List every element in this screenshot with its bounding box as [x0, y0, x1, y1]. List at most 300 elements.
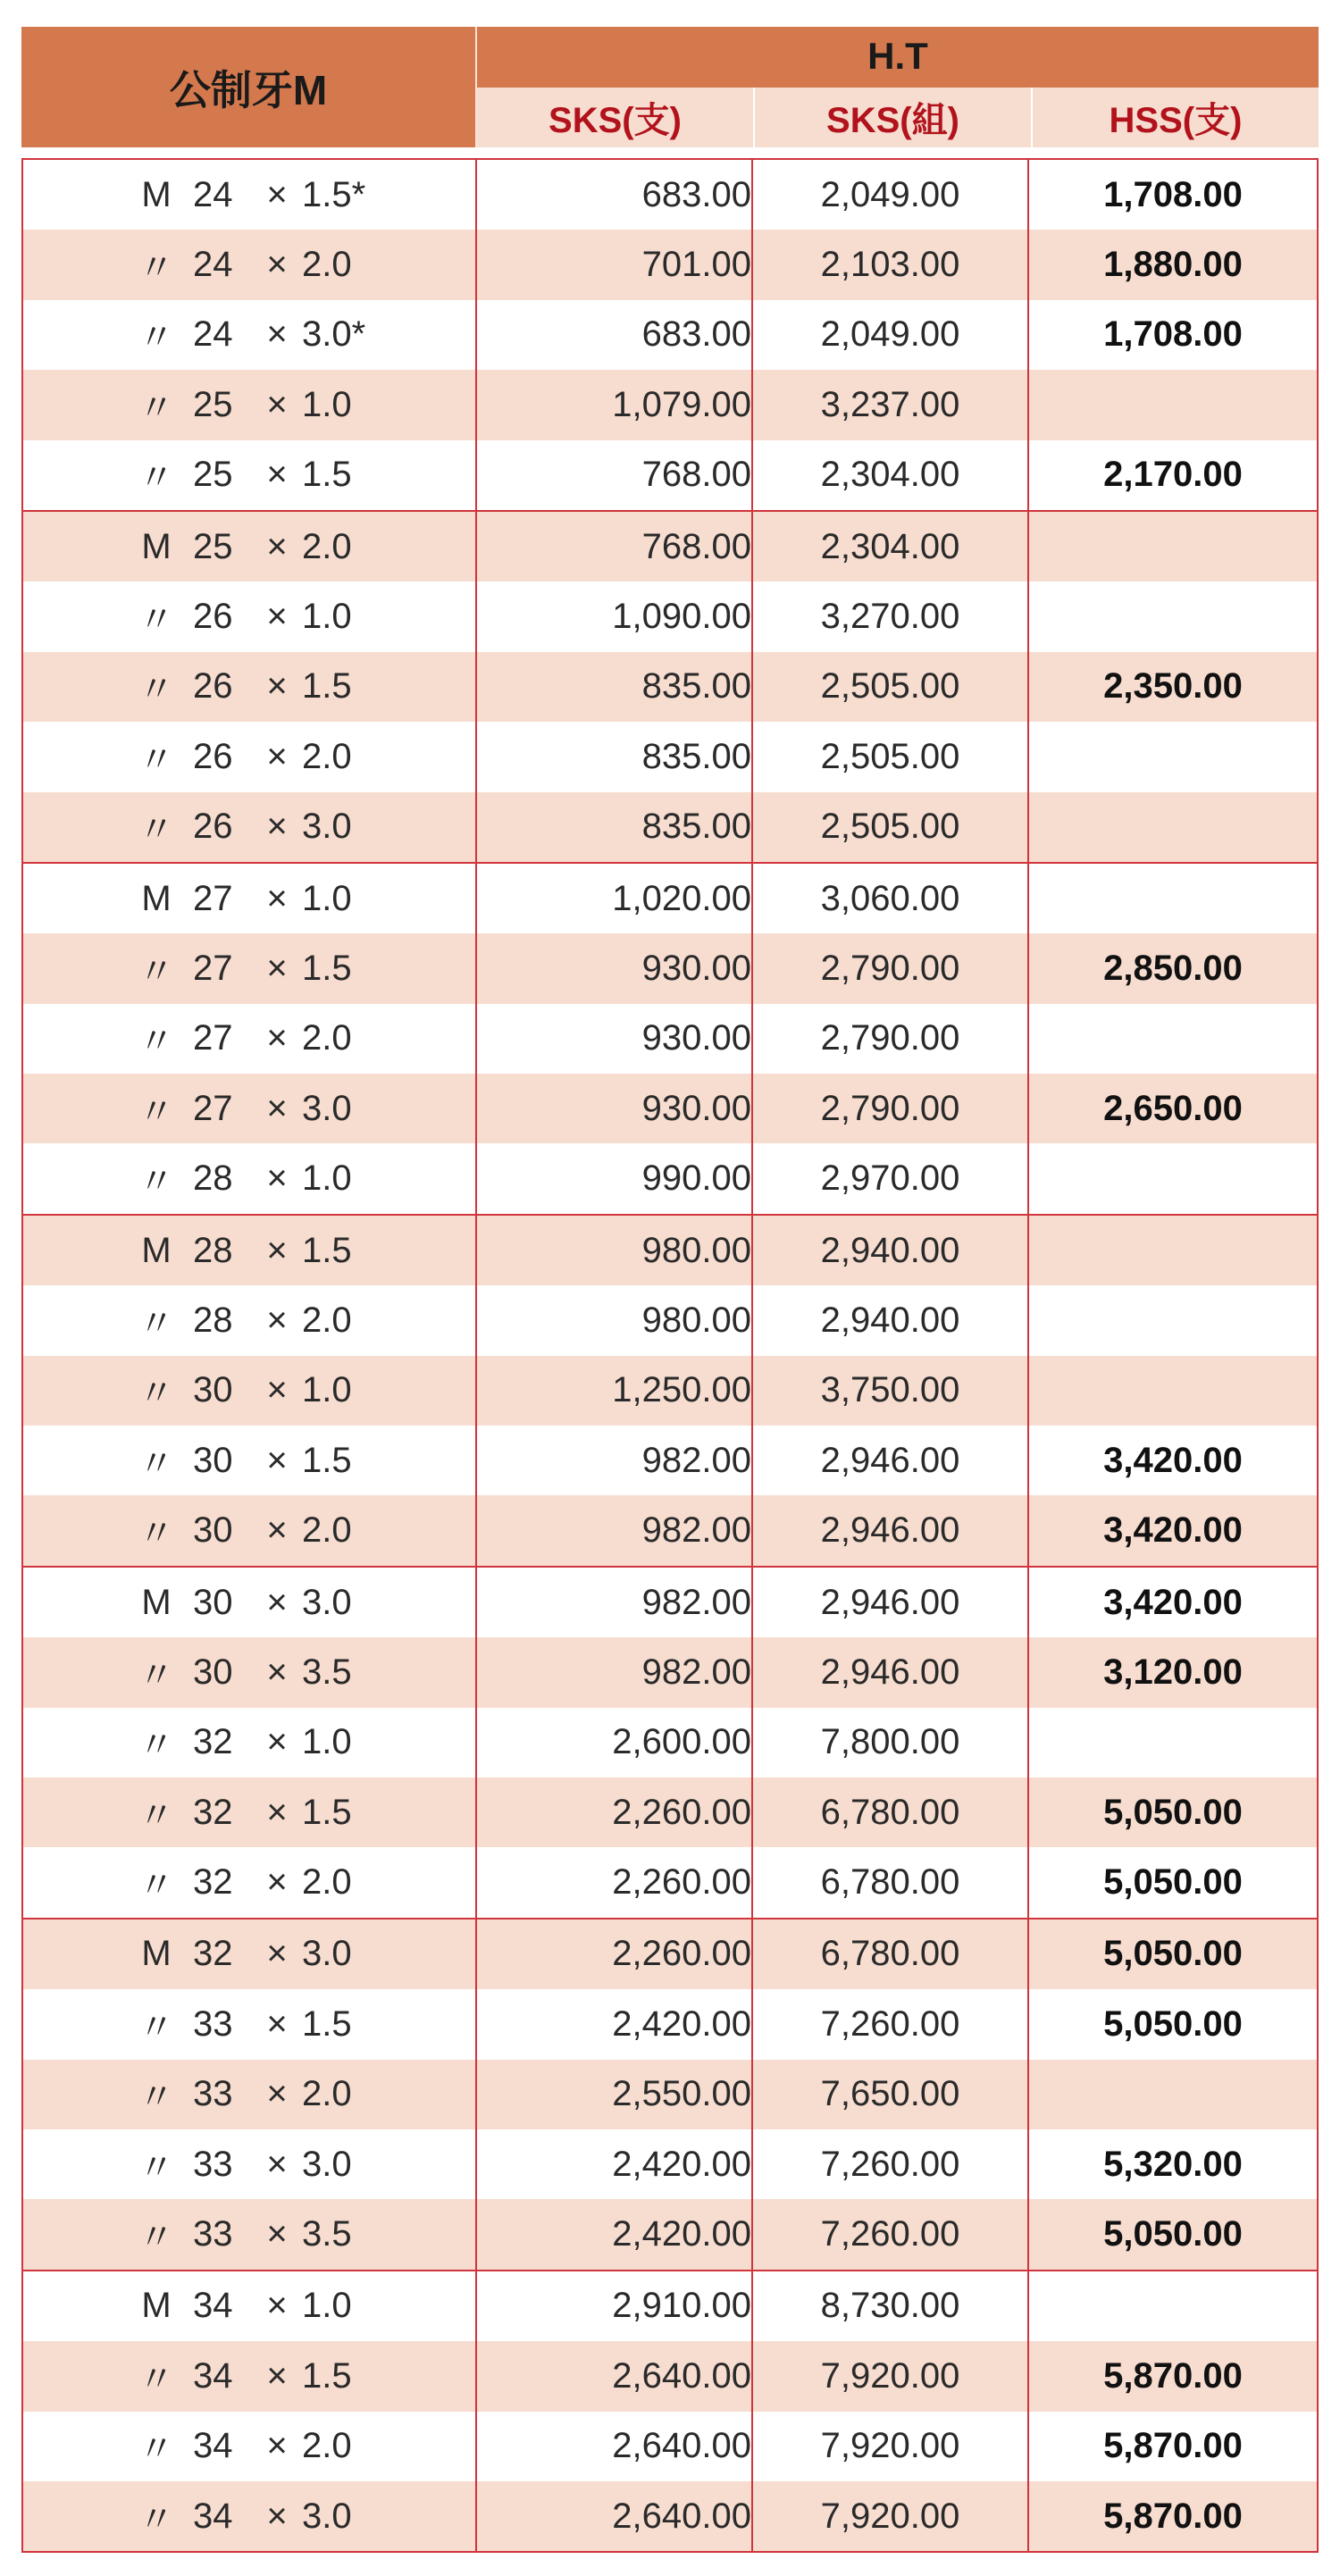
spec-prefix: M [141, 2286, 172, 2326]
spec-diameter: 28 [193, 1158, 233, 1199]
sks-set-price: 2,940.00 [753, 1216, 1029, 1285]
spec-times-sign: × [266, 666, 288, 707]
hss-single-price: 3,420.00 [1103, 1440, 1243, 1480]
spec-pitch: 1.0 [302, 1158, 352, 1199]
sks-single-price-cell [477, 1919, 753, 1989]
spec-times-sign: × [266, 526, 288, 566]
sks-single-price-cell [477, 1426, 753, 1495]
table-row [23, 2270, 1317, 2341]
sks-single-price: 1,020.00 [612, 878, 751, 918]
sks-single-price: 701.00 [641, 245, 751, 285]
sks-single-price: 930.00 [641, 1088, 751, 1128]
sks-single-price-cell [477, 1074, 753, 1143]
table-row [23, 792, 1317, 862]
sks-single-price: 2,550.00 [612, 2074, 751, 2114]
sks-single-price: 2,260.00 [612, 1862, 751, 1903]
spec-pitch: 2.0 [302, 736, 352, 776]
table-row [23, 2341, 1317, 2411]
hss-single-price [1029, 2060, 1317, 2129]
spec-pitch: 2.0 [302, 1018, 352, 1058]
spec-times-sign: × [266, 2426, 288, 2466]
sks-single-price: 2,260.00 [612, 1792, 751, 1832]
sks-single-price-cell [477, 1356, 753, 1426]
spec-prefix: 〃 [138, 1091, 174, 1132]
sks-set-price: 7,260.00 [753, 1989, 1029, 2059]
sks-single-price: 683.00 [641, 314, 751, 355]
spec-pitch: 3.0* [302, 314, 366, 355]
hss-single-price: 2,650.00 [1103, 1088, 1243, 1128]
spec-cell [23, 1285, 477, 1355]
hss-single-price: 1,708.00 [1103, 314, 1243, 355]
spec-pitch: 3.0 [302, 807, 352, 847]
sks-single-price: 982.00 [641, 1510, 751, 1551]
sks-single-price-cell [477, 230, 753, 299]
spec-times-sign: × [266, 2355, 288, 2396]
table-row [23, 1214, 1317, 1285]
sks-single-price: 1,079.00 [612, 384, 751, 424]
spec-times-sign: × [266, 2003, 288, 2044]
sks-single-price-cell [477, 864, 753, 933]
spec-pitch: 3.0 [302, 2144, 352, 2184]
sks-single-price-cell [477, 1637, 753, 1707]
spec-pitch: 3.5 [302, 2214, 352, 2254]
spec-cell [23, 1777, 477, 1847]
sks-single-price-cell [477, 2341, 753, 2411]
hss-single-price: 3,420.00 [1103, 1510, 1243, 1551]
sks-single-price: 2,640.00 [612, 2496, 751, 2536]
sks-single-price-cell [477, 300, 753, 370]
sks-single-price-cell [477, 160, 753, 230]
spec-pitch: 1.5 [302, 666, 352, 707]
spec-cell [23, 1004, 477, 1074]
spec-diameter: 27 [193, 1018, 233, 1058]
hss-single-price: 5,050.00 [1103, 2003, 1243, 2044]
sks-set-price: 7,260.00 [753, 2129, 1029, 2199]
hss-single-price: 2,170.00 [1103, 455, 1243, 495]
spec-diameter: 25 [193, 384, 233, 424]
hss-single-price [1029, 2271, 1317, 2341]
spec-diameter: 27 [193, 1088, 233, 1128]
spec-times-sign: × [266, 1652, 288, 1692]
spec-prefix: 〃 [138, 1514, 174, 1554]
spec-pitch: 1.5 [302, 2355, 352, 2396]
spec-diameter: 26 [193, 807, 233, 847]
spec-pitch: 2.0 [302, 1862, 352, 1903]
spec-pitch: 2.0 [302, 1510, 352, 1551]
spec-prefix: M [141, 174, 172, 214]
spec-diameter: 24 [193, 314, 233, 355]
sks-set-price: 7,920.00 [753, 2412, 1029, 2481]
table-row [23, 300, 1317, 370]
spec-pitch: 1.5 [302, 1440, 352, 1480]
spec-prefix: 〃 [138, 1443, 174, 1484]
sks-single-price: 768.00 [641, 526, 751, 566]
sks-single-price-cell [477, 933, 753, 1003]
sks-single-price-cell [477, 440, 753, 510]
sks-single-price: 1,250.00 [612, 1370, 751, 1410]
table-row [23, 722, 1317, 791]
hss-single-price: 3,120.00 [1103, 1652, 1243, 1692]
table-body [21, 158, 1319, 2553]
spec-cell [23, 160, 477, 230]
table-row [23, 1777, 1317, 1847]
sks-single-price: 2,420.00 [612, 2003, 751, 2044]
sks-set-price: 3,750.00 [753, 1356, 1029, 1426]
spec-diameter: 30 [193, 1652, 233, 1692]
spec-cell [23, 722, 477, 791]
spec-diameter: 25 [193, 455, 233, 495]
spec-prefix: 〃 [138, 1374, 174, 1414]
sks-single-price-cell [477, 2412, 753, 2481]
sks-set-price: 7,920.00 [753, 2341, 1029, 2411]
sks-single-price-cell [477, 2271, 753, 2341]
spec-pitch: 2.0 [302, 1300, 352, 1340]
table-row [23, 1847, 1317, 1917]
sks-set-price: 3,060.00 [753, 864, 1029, 933]
sks-single-price-cell [477, 1285, 753, 1355]
spec-times-sign: × [266, 245, 288, 285]
sks-single-price-cell [477, 722, 753, 791]
spec-prefix: 〃 [138, 2499, 174, 2539]
spec-times-sign: × [266, 1230, 288, 1270]
price-table [21, 27, 1319, 2553]
hss-single-price [1029, 864, 1317, 933]
spec-diameter: 32 [193, 1934, 233, 1974]
sks-single-price-cell [477, 2199, 753, 2269]
sks-set-price: 6,780.00 [753, 1919, 1029, 1989]
hss-single-price [1029, 1356, 1317, 1426]
hss-single-price: 3,420.00 [1103, 1582, 1243, 1622]
table-row [23, 862, 1317, 933]
sks-single-price-cell [477, 1004, 753, 1074]
spec-pitch: 1.5 [302, 948, 352, 988]
spec-times-sign: × [266, 597, 288, 637]
spec-cell [23, 2481, 477, 2551]
spec-diameter: 30 [193, 1440, 233, 1480]
spec-pitch: 1.0 [302, 1370, 352, 1410]
spec-diameter: 30 [193, 1370, 233, 1410]
sks-single-price-cell [477, 1708, 753, 1777]
hss-single-price: 5,050.00 [1103, 1792, 1243, 1832]
table-row [23, 1708, 1317, 1777]
spec-times-sign: × [266, 455, 288, 495]
sks-single-price-cell [477, 1568, 753, 1637]
spec-prefix: 〃 [138, 2218, 174, 2258]
group-header: H.T [867, 35, 928, 77]
hss-single-price [1029, 722, 1317, 791]
sks-set-price: 3,237.00 [753, 370, 1029, 439]
spec-pitch: 1.5 [302, 1792, 352, 1832]
sks-set-price: 2,790.00 [753, 1004, 1029, 1074]
hss-single-price [1029, 370, 1317, 439]
spec-diameter: 34 [193, 2355, 233, 2396]
spec-prefix: 〃 [138, 318, 174, 358]
spec-cell [23, 581, 477, 651]
spec-cell [23, 1074, 477, 1143]
table-row [23, 1495, 1317, 1565]
spec-cell [23, 230, 477, 299]
table-row [23, 1143, 1317, 1213]
spec-times-sign: × [266, 384, 288, 424]
hss-single-price: 5,050.00 [1103, 1862, 1243, 1903]
spec-cell [23, 2129, 477, 2199]
table-row [23, 2199, 1317, 2269]
table-row [23, 2481, 1317, 2551]
spec-prefix: M [141, 526, 172, 566]
sks-set-price: 2,946.00 [753, 1637, 1029, 1707]
sks-single-price: 2,910.00 [612, 2286, 751, 2326]
spec-cell [23, 1637, 477, 1707]
column-header-sks-single: SKS(支) [477, 88, 755, 147]
spec-diameter: 30 [193, 1510, 233, 1551]
spec-diameter: 27 [193, 878, 233, 918]
hss-single-price: 5,870.00 [1103, 2496, 1243, 2536]
spec-cell [23, 1143, 477, 1213]
hss-single-price [1029, 792, 1317, 862]
spec-cell [23, 1989, 477, 2059]
sks-set-price: 2,505.00 [753, 722, 1029, 791]
sks-single-price: 930.00 [641, 948, 751, 988]
spec-cell [23, 864, 477, 933]
spec-times-sign: × [266, 736, 288, 776]
spec-pitch: 2.0 [302, 526, 352, 566]
sks-single-price: 683.00 [641, 174, 751, 214]
spec-cell [23, 2199, 477, 2269]
spec-diameter: 28 [193, 1230, 233, 1270]
table-row [23, 440, 1317, 510]
spec-times-sign: × [266, 1370, 288, 1410]
hss-single-price [1029, 512, 1317, 581]
spec-prefix: 〃 [138, 2007, 174, 2047]
spec-times-sign: × [266, 1792, 288, 1832]
spec-times-sign: × [266, 1862, 288, 1903]
spec-prefix: 〃 [138, 248, 174, 289]
spec-times-sign: × [266, 314, 288, 355]
sks-single-price-cell [477, 792, 753, 862]
table-row [23, 1989, 1317, 2059]
sks-set-price: 7,650.00 [753, 2060, 1029, 2129]
spec-cell [23, 2412, 477, 2481]
table-header [21, 27, 1319, 147]
spec-times-sign: × [266, 948, 288, 988]
sks-set-price: 6,780.00 [753, 1847, 1029, 1917]
table-row [23, 2060, 1317, 2129]
hss-single-price: 5,870.00 [1103, 2355, 1243, 2396]
spec-prefix: M [141, 878, 172, 918]
spec-prefix: 〃 [138, 1726, 174, 1766]
spec-pitch: 2.0 [302, 2074, 352, 2114]
spec-times-sign: × [266, 807, 288, 847]
table-row [23, 581, 1317, 651]
hss-single-price: 5,320.00 [1103, 2144, 1243, 2184]
spec-prefix: 〃 [138, 1303, 174, 1343]
spec-cell [23, 2271, 477, 2341]
spec-pitch: 2.0 [302, 245, 352, 285]
sks-set-price: 7,800.00 [753, 1708, 1029, 1777]
sks-single-price: 2,640.00 [612, 2355, 751, 2396]
spec-cell [23, 1847, 477, 1917]
spec-cell [23, 652, 477, 722]
spec-times-sign: × [266, 2496, 288, 2536]
spec-times-sign: × [266, 2286, 288, 2326]
spec-pitch: 3.0 [302, 2496, 352, 2536]
table-row [23, 2412, 1317, 2481]
spec-times-sign: × [266, 1158, 288, 1199]
sks-set-price: 2,103.00 [753, 230, 1029, 299]
spec-prefix: 〃 [138, 810, 174, 850]
sks-set-price: 2,790.00 [753, 1074, 1029, 1143]
sks-set-price: 2,505.00 [753, 652, 1029, 722]
spec-diameter: 34 [193, 2426, 233, 2466]
sks-single-price: 2,420.00 [612, 2144, 751, 2184]
spec-prefix: 〃 [138, 2359, 174, 2399]
spec-times-sign: × [266, 1934, 288, 1974]
spec-times-sign: × [266, 1300, 288, 1340]
spec-pitch: 3.0 [302, 1088, 352, 1128]
hss-single-price: 5,050.00 [1103, 1934, 1243, 1974]
spec-cell [23, 1919, 477, 1989]
spec-pitch: 1.0 [302, 878, 352, 918]
spec-pitch: 1.5 [302, 2003, 352, 2044]
spec-diameter: 27 [193, 948, 233, 988]
table-row [23, 1918, 1317, 1989]
spec-prefix: 〃 [138, 1162, 174, 1202]
spec-cell [23, 440, 477, 510]
hss-single-price: 5,870.00 [1103, 2426, 1243, 2466]
spec-diameter: 24 [193, 174, 233, 214]
table-row [23, 2129, 1317, 2199]
spec-prefix: 〃 [138, 1866, 174, 1906]
spec-prefix: M [141, 1934, 172, 1974]
spec-pitch: 1.0 [302, 1722, 352, 1762]
spec-pitch: 1.0 [302, 597, 352, 637]
sks-single-price: 982.00 [641, 1582, 751, 1622]
table-row [23, 1637, 1317, 1707]
spec-diameter: 33 [193, 2214, 233, 2254]
spec-cell [23, 792, 477, 862]
sks-single-price: 990.00 [641, 1158, 751, 1199]
spec-cell [23, 1356, 477, 1426]
spec-prefix: 〃 [138, 2078, 174, 2118]
column-header-sks-set: SKS(組) [755, 88, 1033, 147]
spec-times-sign: × [266, 174, 288, 214]
sks-single-price: 930.00 [641, 1018, 751, 1058]
sks-single-price-cell [477, 1495, 753, 1565]
spec-prefix: 〃 [138, 951, 174, 991]
sks-single-price-cell [477, 1143, 753, 1213]
sks-set-price: 2,049.00 [753, 300, 1029, 370]
hss-single-price: 2,350.00 [1103, 666, 1243, 707]
spec-diameter: 28 [193, 1300, 233, 1340]
sks-set-price: 3,270.00 [753, 581, 1029, 651]
sks-set-price: 2,790.00 [753, 933, 1029, 1003]
sks-set-price: 2,946.00 [753, 1495, 1029, 1565]
spec-prefix: 〃 [138, 388, 174, 428]
hss-single-price [1029, 581, 1317, 651]
table-row [23, 1285, 1317, 1355]
hss-single-price: 2,850.00 [1103, 948, 1243, 988]
spec-diameter: 30 [193, 1582, 233, 1622]
hss-single-price [1029, 1708, 1317, 1777]
sks-set-price: 7,260.00 [753, 2199, 1029, 2269]
table-row [23, 652, 1317, 722]
sks-single-price: 835.00 [641, 666, 751, 707]
table-row [23, 230, 1317, 299]
spec-cell [23, 1568, 477, 1637]
sks-single-price-cell [477, 1847, 753, 1917]
spec-times-sign: × [266, 1510, 288, 1551]
sks-single-price-cell [477, 652, 753, 722]
sks-single-price-cell [477, 2129, 753, 2199]
spec-prefix: 〃 [138, 600, 174, 640]
spec-prefix: 〃 [138, 670, 174, 710]
spec-prefix: 〃 [138, 458, 174, 498]
spec-times-sign: × [266, 2074, 288, 2114]
spec-prefix: 〃 [138, 1655, 174, 1695]
sks-single-price: 2,420.00 [612, 2214, 751, 2254]
sks-set-price: 2,940.00 [753, 1285, 1029, 1355]
table-row [23, 933, 1317, 1003]
hss-single-price [1029, 1285, 1317, 1355]
sks-set-price: 2,304.00 [753, 512, 1029, 581]
sks-set-price: 2,970.00 [753, 1143, 1029, 1213]
spec-diameter: 32 [193, 1792, 233, 1832]
spec-cell [23, 300, 477, 370]
spec-cell [23, 2060, 477, 2129]
spec-diameter: 33 [193, 2074, 233, 2114]
spec-cell [23, 1426, 477, 1495]
column-header-hss-single: HSS(支) [1109, 101, 1243, 140]
sks-single-price: 1,090.00 [612, 597, 751, 637]
spec-times-sign: × [266, 1088, 288, 1128]
spec-cell [23, 512, 477, 581]
spec-pitch: 1.0 [302, 384, 352, 424]
sks-single-price: 768.00 [641, 455, 751, 495]
spec-diameter: 32 [193, 1722, 233, 1762]
spec-cell [23, 1495, 477, 1565]
spec-prefix: 〃 [138, 2430, 174, 2470]
spec-prefix: 〃 [138, 2147, 174, 2187]
spec-pitch: 1.5* [302, 174, 366, 214]
table-row [23, 1356, 1317, 1426]
spec-cell [23, 1216, 477, 1285]
spec-times-sign: × [266, 1018, 288, 1058]
sks-set-price: 7,920.00 [753, 2481, 1029, 2551]
sks-single-price-cell [477, 1216, 753, 1285]
hss-single-price [1029, 1004, 1317, 1074]
sks-single-price: 980.00 [641, 1300, 751, 1340]
sks-single-price-cell [477, 1777, 753, 1847]
spec-diameter: 26 [193, 736, 233, 776]
sks-single-price: 980.00 [641, 1230, 751, 1270]
spec-diameter: 24 [193, 245, 233, 285]
spec-column-header: 公制牙M [169, 66, 328, 113]
sks-single-price: 982.00 [641, 1440, 751, 1480]
spec-pitch: 1.5 [302, 1230, 352, 1270]
hss-single-price [1029, 1216, 1317, 1285]
spec-pitch: 2.0 [302, 2426, 352, 2466]
sub-header-row [477, 88, 1319, 147]
spec-prefix: M [141, 1582, 172, 1622]
spec-diameter: 32 [193, 1862, 233, 1903]
table-row [23, 1426, 1317, 1495]
sks-single-price-cell [477, 2481, 753, 2551]
spec-cell [23, 1708, 477, 1777]
sks-set-price: 2,049.00 [753, 160, 1029, 230]
spec-prefix: M [141, 1230, 172, 1270]
spec-pitch: 3.0 [302, 1582, 352, 1622]
spec-times-sign: × [266, 1582, 288, 1622]
